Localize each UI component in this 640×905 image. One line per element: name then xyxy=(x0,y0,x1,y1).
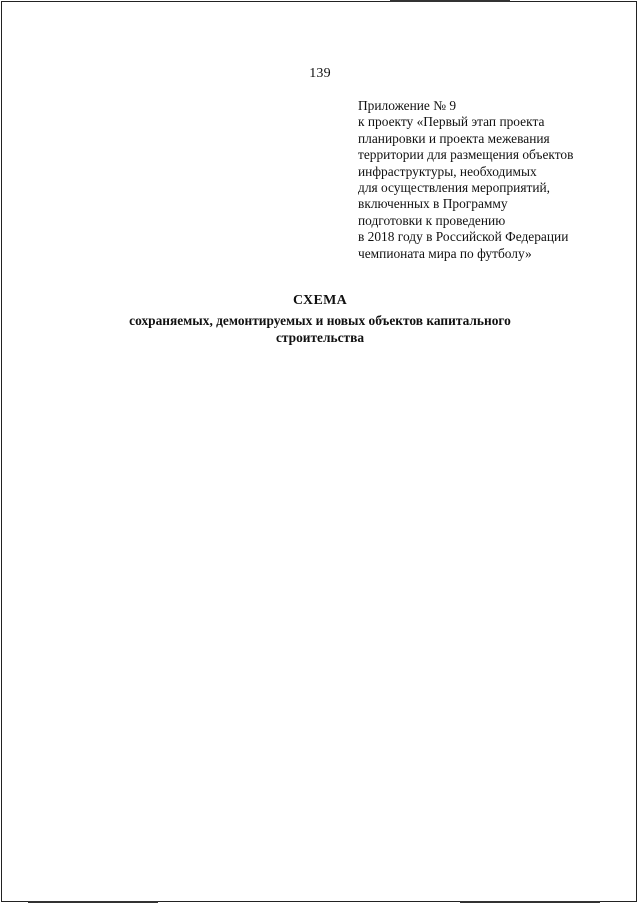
annex-line: Приложение № 9 xyxy=(358,98,457,113)
annex-line: подготовки к проведению xyxy=(358,212,506,228)
scheme-subtitle-line: сохраняемых, демонтируемых и новых объектов капитального xyxy=(129,313,511,328)
scan-edge-mark-bottom-left xyxy=(28,901,158,903)
scheme-subtitle-line: строительства xyxy=(275,330,365,345)
scheme-title: СХЕМА xyxy=(292,293,348,308)
scheme-subtitle xyxy=(60,312,580,346)
scan-edge-mark-bottom-right xyxy=(460,901,600,903)
page-number: 139 xyxy=(309,66,331,81)
annex-line: чемпионата мира по футболу» xyxy=(358,245,532,261)
scan-edge-mark-top xyxy=(390,0,510,2)
annex-caption xyxy=(358,98,628,262)
annex-line: для осуществления мероприятий, xyxy=(358,180,551,196)
annex-line: в 2018 году в Российской Федерации xyxy=(358,229,569,245)
annex-line: включенных в Программу xyxy=(358,196,508,212)
annex-line: к проекту «Первый этап проекта xyxy=(358,114,545,130)
annex-line: планировки и проекта межевания xyxy=(358,130,550,146)
annex-line: инфраструктуры, необходимых xyxy=(358,163,537,179)
annex-line: территории для размещения объектов xyxy=(358,147,574,163)
